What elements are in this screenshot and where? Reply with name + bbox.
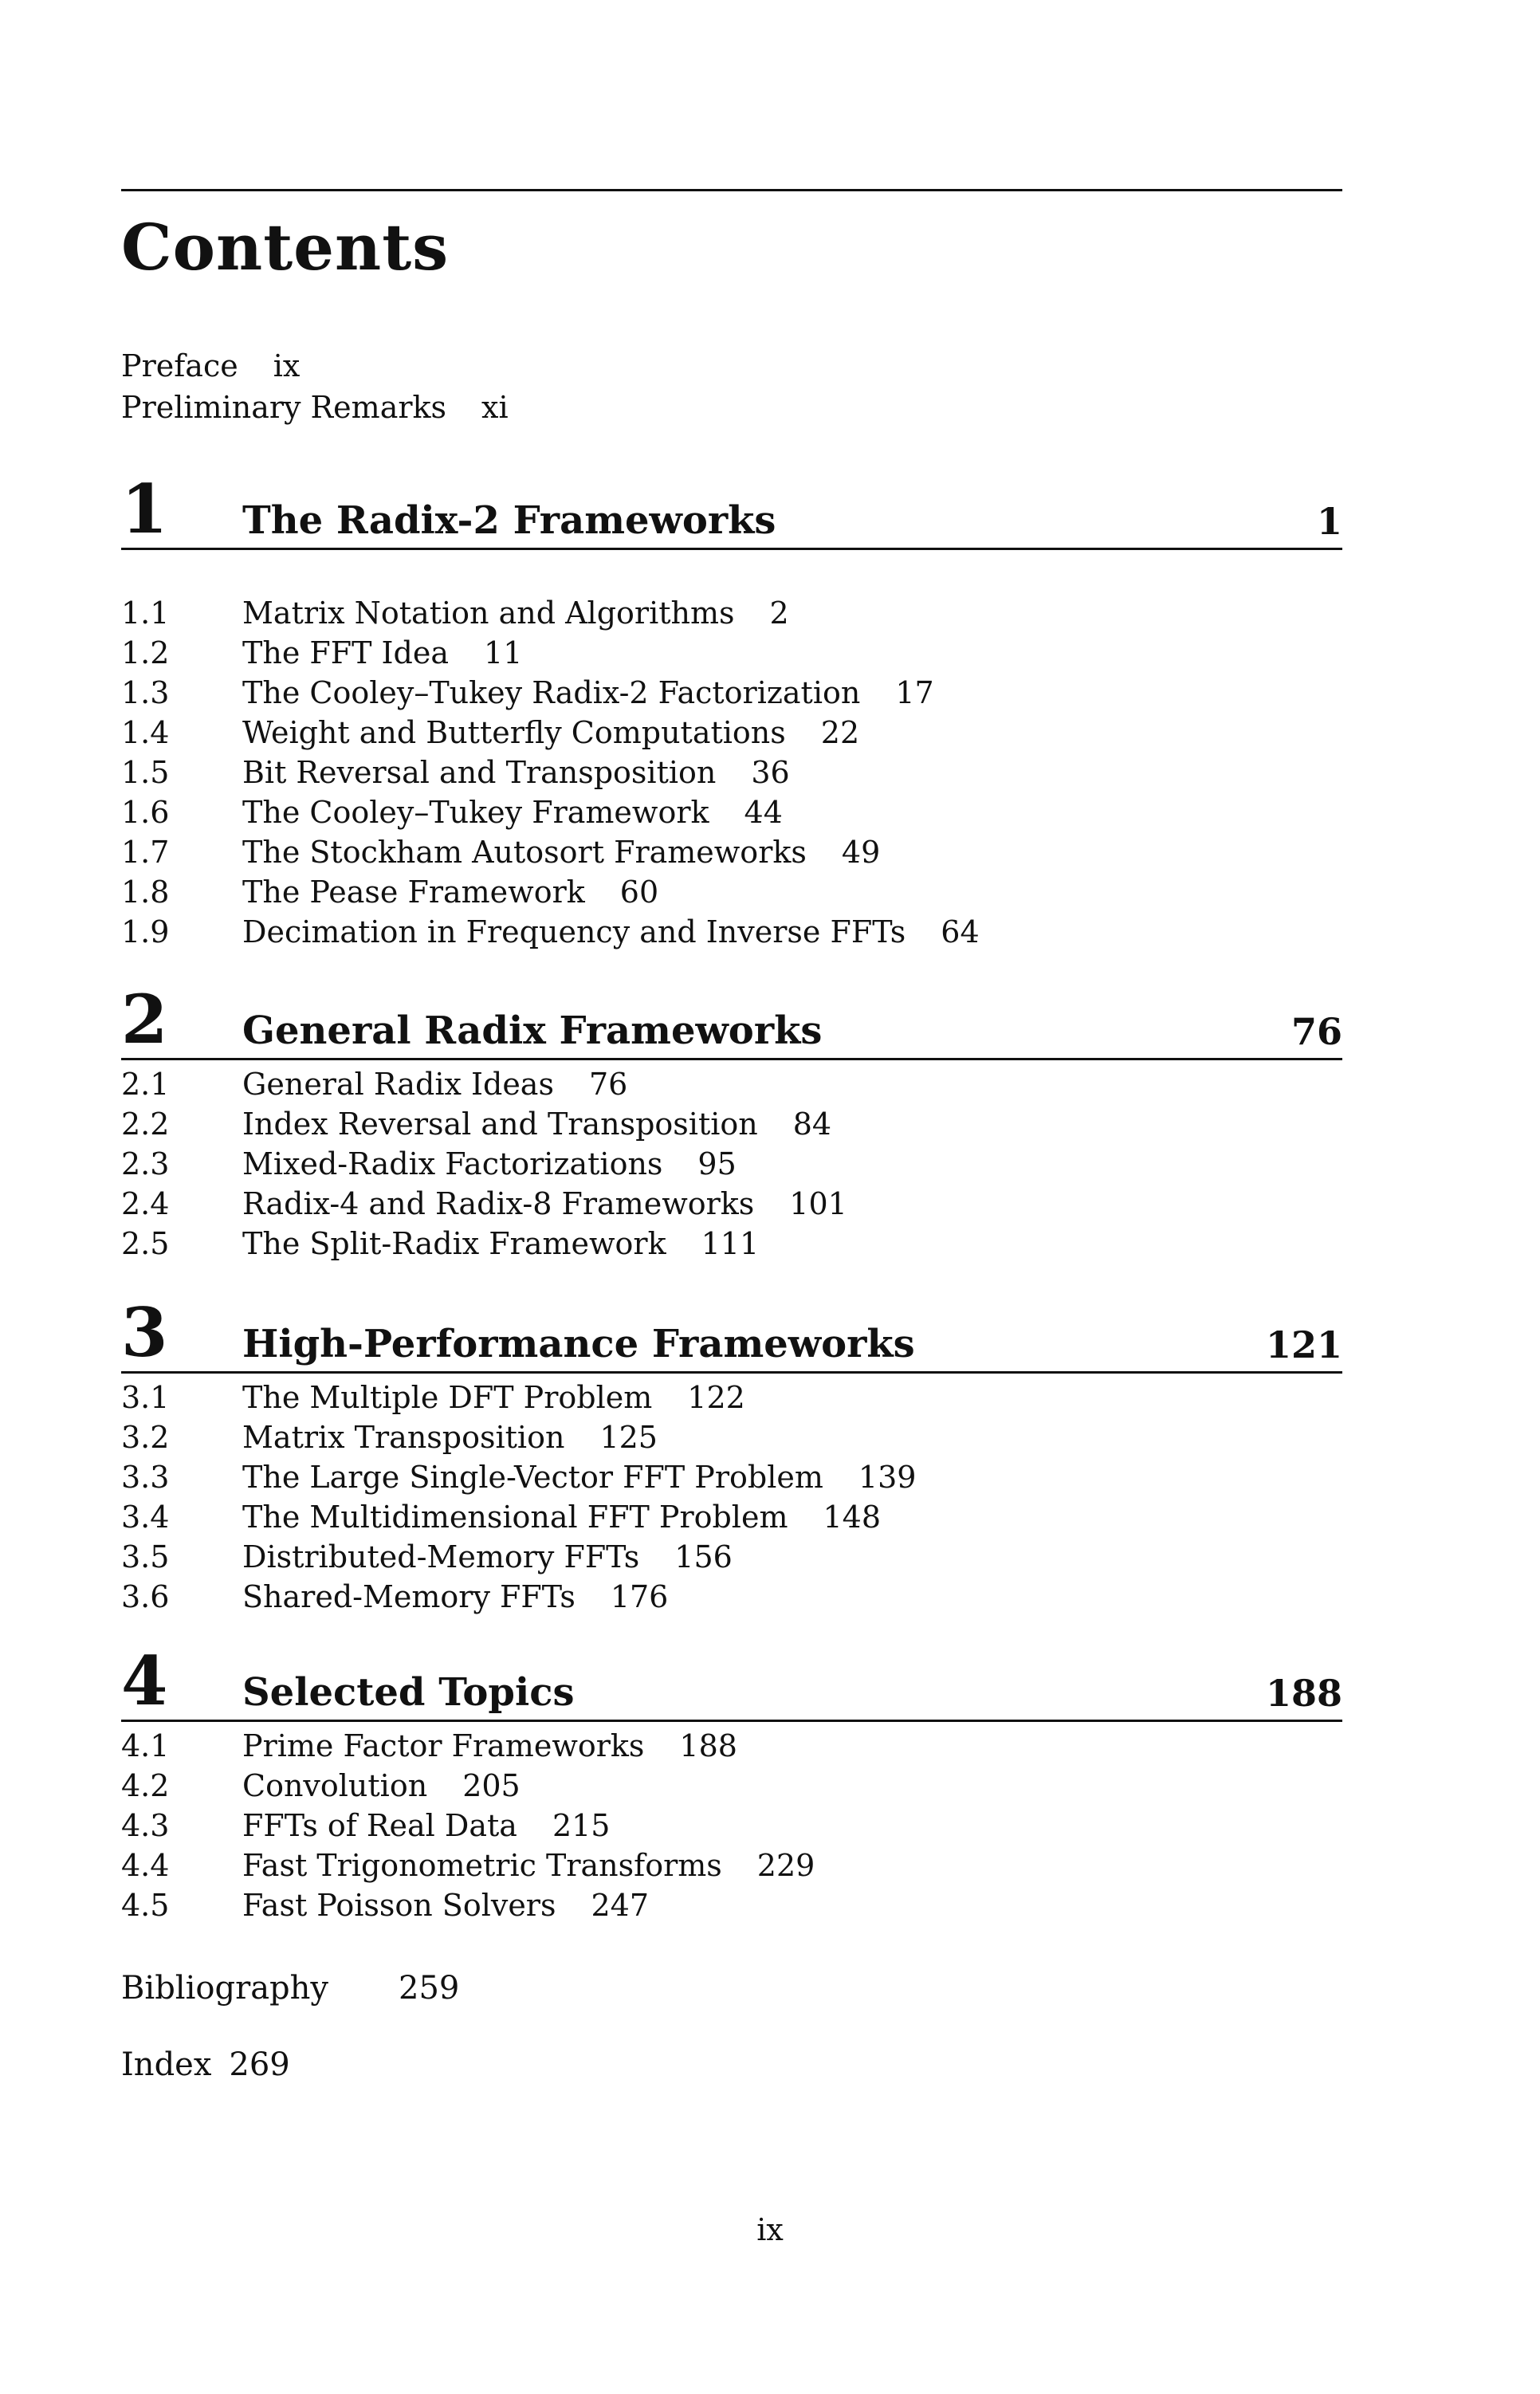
section-entry <box>121 1846 1342 1885</box>
section-title: The Stockham Autosort Frameworks <box>242 835 807 870</box>
section-entry <box>121 593 1342 633</box>
section-page: 11 <box>484 635 523 670</box>
section-page: 148 <box>823 1500 882 1535</box>
section-number: 2.1 <box>121 1067 170 1102</box>
section-number: 1.6 <box>121 795 170 830</box>
section-page: 60 <box>619 875 659 910</box>
section-title: The FFT Idea <box>242 635 450 670</box>
back-entry-bibliography <box>121 1970 460 2007</box>
section-page: 2 <box>769 596 789 631</box>
chapter-heading-1 <box>121 470 1342 550</box>
section-title: FFTs of Real Data <box>242 1808 517 1843</box>
section-page: 176 <box>610 1579 669 1614</box>
section-number: 1.2 <box>121 635 170 670</box>
chapter-heading-2 <box>121 980 1342 1060</box>
entry-label: Preliminary Remarks <box>121 390 447 425</box>
section-page: 17 <box>895 675 934 710</box>
section-title: General Radix Ideas <box>242 1067 554 1102</box>
section-page: 44 <box>744 795 783 830</box>
section-number: 1.9 <box>121 914 170 949</box>
section-title: The Cooley–Tukey Framework <box>242 795 709 830</box>
entry-page: 269 <box>229 2046 290 2083</box>
section-entry <box>121 1417 1342 1457</box>
chapter-page: 188 <box>1265 1672 1342 1715</box>
entry-page: xi <box>481 390 509 425</box>
section-page: 188 <box>679 1728 737 1763</box>
section-number: 3.5 <box>121 1539 170 1574</box>
section-page: 122 <box>687 1380 745 1415</box>
section-entry <box>121 753 1342 792</box>
entry-label: Preface <box>121 348 238 383</box>
section-number: 1.3 <box>121 675 170 710</box>
section-number: 1.8 <box>121 875 170 910</box>
page-folio: ix <box>756 2212 784 2247</box>
entry-label: Bibliography <box>121 1970 328 2007</box>
section-page: 22 <box>820 715 860 750</box>
chapter-number: 2 <box>121 980 168 1059</box>
section-entry <box>121 1885 1342 1925</box>
section-title: Convolution <box>242 1768 428 1803</box>
chapter-3-sections <box>121 1378 1342 1617</box>
chapter-title: General Radix Frameworks <box>242 1008 823 1053</box>
section-entry <box>121 1184 1342 1224</box>
section-page: 229 <box>756 1848 815 1883</box>
section-number: 2.3 <box>121 1146 170 1181</box>
entry-label: Index <box>121 2046 212 2083</box>
section-title: The Multiple DFT Problem <box>242 1380 653 1415</box>
section-entry <box>121 912 1342 952</box>
section-number: 2.5 <box>121 1226 170 1261</box>
section-entry <box>121 713 1342 753</box>
chapter-2-sections <box>121 1064 1342 1264</box>
section-number: 1.4 <box>121 715 170 750</box>
chapter-number: 3 <box>121 1293 168 1372</box>
entry-page: ix <box>273 348 301 383</box>
section-entry <box>121 1537 1342 1577</box>
section-page: 139 <box>858 1460 917 1495</box>
section-title: The Multidimensional FFT Problem <box>242 1500 788 1535</box>
section-page: 247 <box>591 1888 650 1923</box>
section-title: The Split-Radix Framework <box>242 1226 666 1261</box>
section-number: 2.2 <box>121 1107 170 1142</box>
section-title: The Cooley–Tukey Radix-2 Factorization <box>242 675 861 710</box>
section-number: 1.5 <box>121 755 170 790</box>
chapter-page: 76 <box>1291 1010 1342 1053</box>
section-title: Matrix Notation and Algorithms <box>242 596 735 631</box>
section-page: 101 <box>789 1186 847 1221</box>
section-page: 84 <box>792 1107 832 1142</box>
chapter-page: 1 <box>1316 500 1342 543</box>
section-entry <box>121 1378 1342 1417</box>
section-title: Decimation in Frequency and Inverse FFTs <box>242 914 906 949</box>
front-entry-preface <box>121 348 301 383</box>
chapter-4-sections <box>121 1726 1342 1925</box>
section-number: 3.4 <box>121 1500 170 1535</box>
section-entry <box>121 1497 1342 1537</box>
section-title: Mixed-Radix Factorizations <box>242 1146 663 1181</box>
section-page: 49 <box>841 835 881 870</box>
section-title: The Large Single-Vector FFT Problem <box>242 1460 823 1495</box>
section-title: Fast Poisson Solvers <box>242 1888 556 1923</box>
section-page: 111 <box>701 1226 760 1261</box>
section-title: The Pease Framework <box>242 875 585 910</box>
section-entry <box>121 832 1342 872</box>
section-entry <box>121 1726 1342 1766</box>
back-entry-index <box>121 2046 290 2083</box>
section-title: Radix-4 and Radix-8 Frameworks <box>242 1186 755 1221</box>
section-title: Fast Trigonometric Transforms <box>242 1848 722 1883</box>
section-entry <box>121 1144 1342 1184</box>
section-page: 95 <box>697 1146 737 1181</box>
page-title: Contents <box>121 210 450 285</box>
section-number: 3.3 <box>121 1460 170 1495</box>
entry-page: 259 <box>399 1970 460 2007</box>
section-entry <box>121 1806 1342 1846</box>
section-page: 215 <box>552 1808 611 1843</box>
section-number: 4.5 <box>121 1888 170 1923</box>
section-title: Index Reversal and Transposition <box>242 1107 758 1142</box>
section-title: Shared-Memory FFTs <box>242 1579 576 1614</box>
section-entry <box>121 673 1342 713</box>
chapter-title: Selected Topics <box>242 1670 575 1715</box>
section-number: 2.4 <box>121 1186 170 1221</box>
section-number: 4.1 <box>121 1728 170 1763</box>
section-title: Matrix Transposition <box>242 1420 565 1455</box>
section-number: 1.1 <box>121 596 170 631</box>
chapter-1-sections <box>121 593 1342 952</box>
section-number: 4.3 <box>121 1808 170 1843</box>
section-number: 3.1 <box>121 1380 170 1415</box>
section-number: 4.2 <box>121 1768 170 1803</box>
section-entry <box>121 1457 1342 1497</box>
chapter-heading-4 <box>121 1641 1342 1722</box>
section-entry <box>121 1577 1342 1617</box>
section-entry <box>121 872 1342 912</box>
section-page: 64 <box>941 914 980 949</box>
section-page: 156 <box>674 1539 733 1574</box>
section-number: 4.4 <box>121 1848 170 1883</box>
section-page: 205 <box>462 1768 521 1803</box>
section-page: 36 <box>751 755 790 790</box>
chapter-number: 4 <box>121 1641 168 1720</box>
section-entry <box>121 1766 1342 1806</box>
section-entry <box>121 792 1342 832</box>
chapter-number: 1 <box>121 470 168 548</box>
section-number: 1.7 <box>121 835 170 870</box>
section-page: 125 <box>599 1420 658 1455</box>
chapter-title: The Radix-2 Frameworks <box>242 498 776 543</box>
section-number: 3.2 <box>121 1420 170 1455</box>
section-entry <box>121 1064 1342 1104</box>
section-entry <box>121 633 1342 673</box>
front-entry-preliminary-remarks <box>121 392 509 423</box>
section-title: Bit Reversal and Transposition <box>242 755 717 790</box>
section-number: 3.6 <box>121 1579 170 1614</box>
chapter-title: High-Performance Frameworks <box>242 1322 915 1366</box>
section-title: Distributed-Memory FFTs <box>242 1539 640 1574</box>
section-entry <box>121 1224 1342 1264</box>
section-page: 76 <box>588 1067 628 1102</box>
chapter-heading-3 <box>121 1293 1342 1374</box>
section-title: Prime Factor Frameworks <box>242 1728 645 1763</box>
chapter-page: 121 <box>1265 1323 1342 1366</box>
section-entry <box>121 1104 1342 1144</box>
section-title: Weight and Butterfly Computations <box>242 715 786 750</box>
top-rule <box>121 189 1342 191</box>
